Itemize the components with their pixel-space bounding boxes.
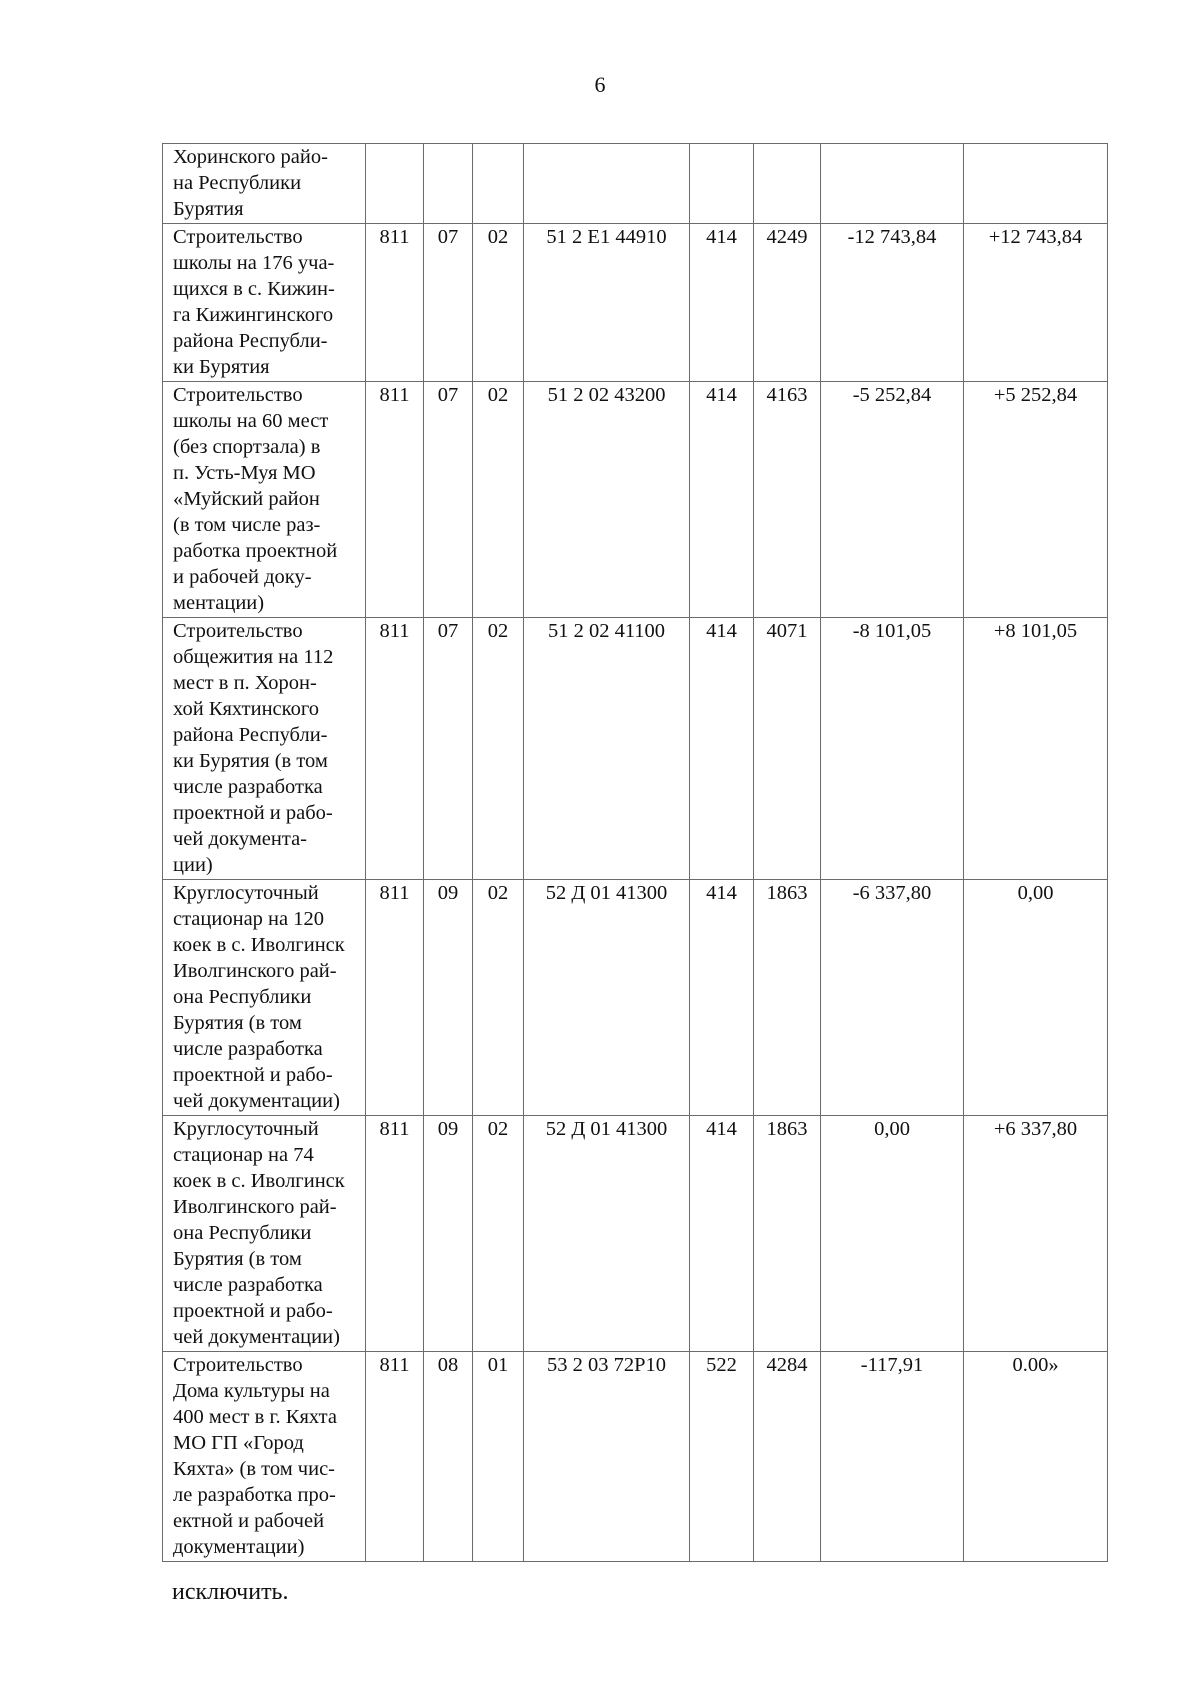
cell-ministry-code: 811 (366, 1352, 424, 1562)
object-name-line: (без спортзала) в (173, 436, 321, 458)
object-name-line: школы на 60 мест (173, 410, 329, 432)
cell-target-article: 51 2 02 41100 (524, 618, 690, 880)
cell-amount-change-next: +8 101,05 (964, 618, 1108, 880)
cell-target-article: 51 2 E1 44910 (524, 224, 690, 382)
table-row (163, 1352, 1108, 1562)
object-name-line: школы на 176 уча- (173, 252, 335, 274)
cell-object-code: 4284 (754, 1352, 821, 1562)
cell-amount-change (821, 144, 964, 224)
object-name-line: числе разработка (173, 776, 323, 798)
cell-subsection: 02 (473, 382, 524, 618)
cell-amount-change: -117,91 (821, 1352, 964, 1562)
cell-object-code: 4071 (754, 618, 821, 880)
object-name-line: Строительство (173, 620, 303, 642)
cell-amount-change: -5 252,84 (821, 382, 964, 618)
object-name-line: чей документации) (173, 1326, 340, 1348)
object-name-line: стационар на 74 (173, 1144, 314, 1166)
cell-expense-type: 414 (690, 880, 754, 1116)
cell-object-name (163, 618, 366, 880)
cell-target-article: 52 Д 01 41300 (524, 1116, 690, 1352)
object-name-line: Бурятия (в том (173, 1012, 302, 1034)
page-number: 6 (594, 72, 606, 97)
cell-expense-type: 414 (690, 1116, 754, 1352)
cell-object-name (163, 224, 366, 382)
budget-table (162, 143, 1108, 1562)
cell-expense-type: 414 (690, 224, 754, 382)
cell-amount-change-next: +5 252,84 (964, 382, 1108, 618)
object-name-line: щихся в с. Кижин- (173, 278, 335, 300)
object-name-line: ции) (173, 854, 213, 876)
object-name-line: ле разработка про- (173, 1484, 336, 1506)
cell-target-article (524, 144, 690, 224)
cell-ministry-code: 811 (366, 1116, 424, 1352)
cell-section (424, 144, 473, 224)
cell-expense-type: 522 (690, 1352, 754, 1562)
cell-target-article: 52 Д 01 41300 (524, 880, 690, 1116)
object-name-line: Бурятия (в том (173, 1248, 302, 1270)
object-name-line: документации) (173, 1536, 305, 1558)
object-name-line: Круглосуточный (173, 882, 319, 904)
object-name-line: числе разработка (173, 1038, 323, 1060)
object-name-line: Кяхта» (в том чис- (173, 1458, 336, 1480)
object-name-line: коек в с. Иволгинск (173, 934, 345, 956)
closing-text: исключить. (172, 1579, 289, 1605)
object-name-line: Строительство (173, 384, 303, 406)
cell-subsection: 02 (473, 224, 524, 382)
object-name-line: общежития на 112 (173, 646, 334, 668)
object-name-line: числе разработка (173, 1274, 323, 1296)
object-name-line: на Республики (173, 172, 302, 194)
cell-amount-change-next: +6 337,80 (964, 1116, 1108, 1352)
object-name-line: Иволгинского рай- (173, 1196, 337, 1218)
cell-target-article: 53 2 03 72Р10 (524, 1352, 690, 1562)
cell-section: 07 (424, 224, 473, 382)
table-row (163, 224, 1108, 382)
object-name-line: ки Бурятия (173, 356, 270, 378)
cell-amount-change: -8 101,05 (821, 618, 964, 880)
cell-amount-change-next: 0.00» (964, 1352, 1108, 1562)
cell-amount-change-next: 0,00 (964, 880, 1108, 1116)
cell-object-code: 1863 (754, 880, 821, 1116)
object-name-line: района Республи- (173, 330, 328, 352)
cell-ministry-code (366, 144, 424, 224)
object-name-line: Строительство (173, 1354, 303, 1376)
cell-object-name (163, 382, 366, 618)
cell-ministry-code: 811 (366, 382, 424, 618)
object-name-line: Бурятия (173, 198, 244, 220)
object-name-line: работка проектной (173, 540, 338, 562)
cell-ministry-code: 811 (366, 224, 424, 382)
cell-amount-change-next: +12 743,84 (964, 224, 1108, 382)
cell-object-name (163, 1352, 366, 1562)
cell-object-code: 4249 (754, 224, 821, 382)
object-name-line: Иволгинского рай- (173, 960, 337, 982)
object-name-line: ментации) (173, 592, 265, 614)
cell-amount-change: 0,00 (821, 1116, 964, 1352)
object-name-line: га Кижингинского (173, 304, 334, 326)
cell-object-name (163, 1116, 366, 1352)
cell-subsection (473, 144, 524, 224)
object-name-line: чей документации) (173, 1090, 340, 1112)
cell-expense-type: 414 (690, 382, 754, 618)
cell-expense-type: 414 (690, 618, 754, 880)
cell-amount-change-next (964, 144, 1108, 224)
cell-object-name (163, 880, 366, 1116)
cell-subsection: 01 (473, 1352, 524, 1562)
object-name-line: 400 мест в г. Кяхта (173, 1406, 337, 1428)
cell-amount-change: -12 743,84 (821, 224, 964, 382)
cell-ministry-code: 811 (366, 880, 424, 1116)
object-name-line: и рабочей доку- (173, 566, 312, 588)
table-row (163, 382, 1108, 618)
cell-subsection: 02 (473, 880, 524, 1116)
cell-section: 08 (424, 1352, 473, 1562)
object-name-line: Строительство (173, 226, 303, 248)
cell-section: 07 (424, 618, 473, 880)
table-body (163, 144, 1108, 1562)
object-name-line: она Республики (173, 1222, 312, 1244)
object-name-line: ки Бурятия (в том (173, 750, 328, 772)
cell-section: 09 (424, 1116, 473, 1352)
cell-subsection: 02 (473, 1116, 524, 1352)
cell-object-name (163, 144, 366, 224)
cell-object-code: 4163 (754, 382, 821, 618)
object-name-line: п. Усть-Муя МО (173, 462, 316, 484)
object-name-line: Дома культуры на (173, 1380, 330, 1402)
cell-target-article: 51 2 02 43200 (524, 382, 690, 618)
cell-expense-type (690, 144, 754, 224)
object-name-line: стационар на 120 (173, 908, 324, 930)
object-name-line: проектной и рабо- (173, 1300, 333, 1322)
table-row (163, 144, 1108, 224)
object-name-line: района Республи- (173, 724, 328, 746)
object-name-line: проектной и рабо- (173, 802, 333, 824)
object-name-line: коек в с. Иволгинск (173, 1170, 345, 1192)
cell-amount-change: -6 337,80 (821, 880, 964, 1116)
object-name-line: Круглосуточный (173, 1118, 319, 1140)
cell-section: 09 (424, 880, 473, 1116)
table-row (163, 1116, 1108, 1352)
cell-section: 07 (424, 382, 473, 618)
object-name-line: «Муйский район (173, 488, 320, 510)
object-name-line: мест в п. Хорон- (173, 672, 317, 694)
cell-object-code: 1863 (754, 1116, 821, 1352)
object-name-line: Хоринского райо- (173, 146, 328, 168)
table-row (163, 880, 1108, 1116)
cell-object-code (754, 144, 821, 224)
cell-ministry-code: 811 (366, 618, 424, 880)
object-name-line: она Республики (173, 986, 312, 1008)
object-name-line: ектной и рабочей (173, 1510, 325, 1532)
object-name-line: чей документа- (173, 828, 308, 850)
cell-subsection: 02 (473, 618, 524, 880)
object-name-line: хой Кяхтинского (173, 698, 319, 720)
table-row (163, 618, 1108, 880)
object-name-line: проектной и рабо- (173, 1064, 333, 1086)
object-name-line: МО ГП «Город (173, 1432, 304, 1454)
object-name-line: (в том числе раз- (173, 514, 321, 536)
